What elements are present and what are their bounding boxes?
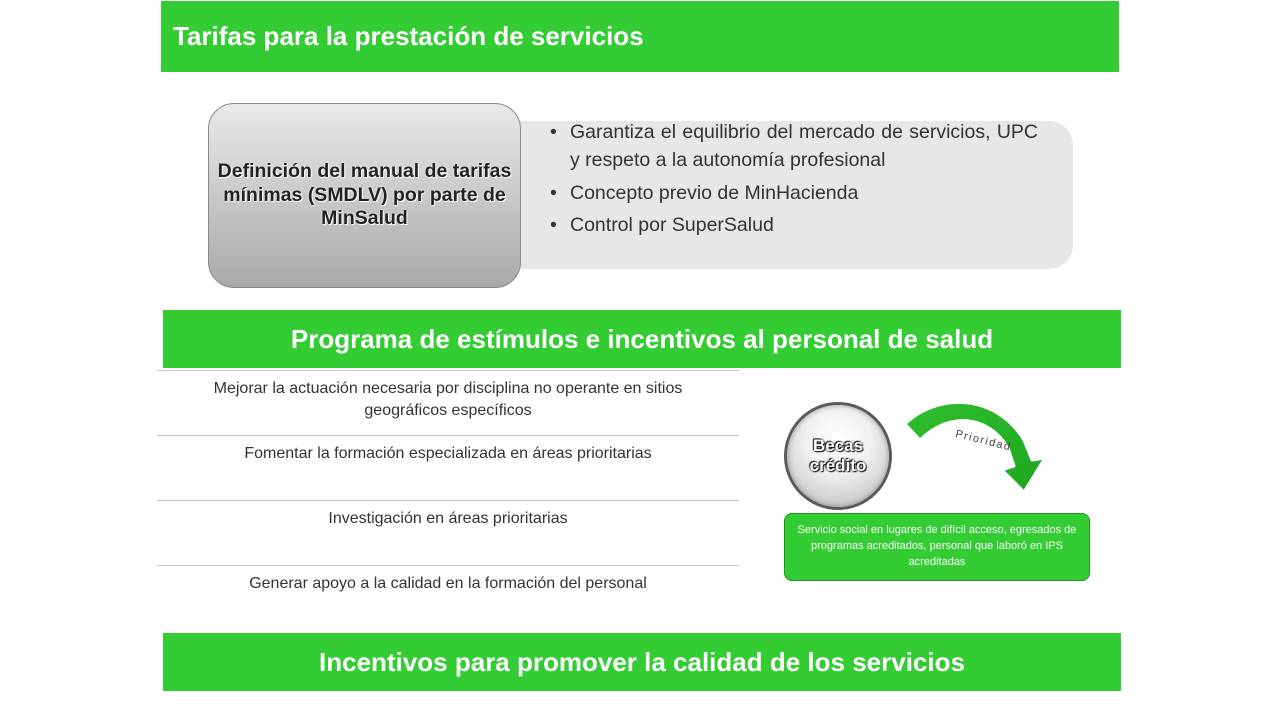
objective-text: Fomentar la formación especializada en áreas prioritarias: [244, 445, 652, 462]
tariff-bullet: • Control por SuperSalud: [550, 211, 1038, 239]
banner-incentivos-calidad: [163, 633, 1121, 691]
banner-incentivos-calidad-title: Incentivos para promover la calidad de los servicios: [319, 646, 965, 677]
banner-tarifas-title: Tarifas para la prestación de servicios: [173, 21, 644, 51]
objective-text: Investigación en áreas prioritarias: [328, 510, 568, 527]
banner-programa-estimulos-title: Programa de estímulos e incentivos al personal de salud: [290, 323, 994, 354]
objective-text: Generar apoyo a la calidad en la formación del personal: [249, 575, 647, 592]
servicio-social-box: [784, 513, 1090, 581]
objective-text: Mejorar la actuación necesaria por disciplina no operante en sitios geográficos específicos: [213, 380, 683, 419]
becas-credito-label: Becas crédito: [809, 435, 867, 475]
becas-credito-node: [787, 405, 889, 507]
servicio-social-text: Servicio social en lugares de difícil acceso, egresados de programas acreditados, personal que laboró en IPS acreditadas: [797, 524, 1077, 568]
priority-arrow-icon: [905, 402, 1045, 492]
tariff-bullet: • Garantiza el equilibrio del mercado de servicios, UPC y respeto a la autonomía profesional: [550, 118, 1038, 175]
priority-arrow-label: Prioridad: [954, 428, 1013, 454]
tariff-bullet: • Concepto previo de MinHacienda: [550, 179, 1038, 207]
tariff-definition-text: Definición del manual de tarifas mínimas (SMDLV) por parte de MinSalud: [217, 160, 512, 230]
